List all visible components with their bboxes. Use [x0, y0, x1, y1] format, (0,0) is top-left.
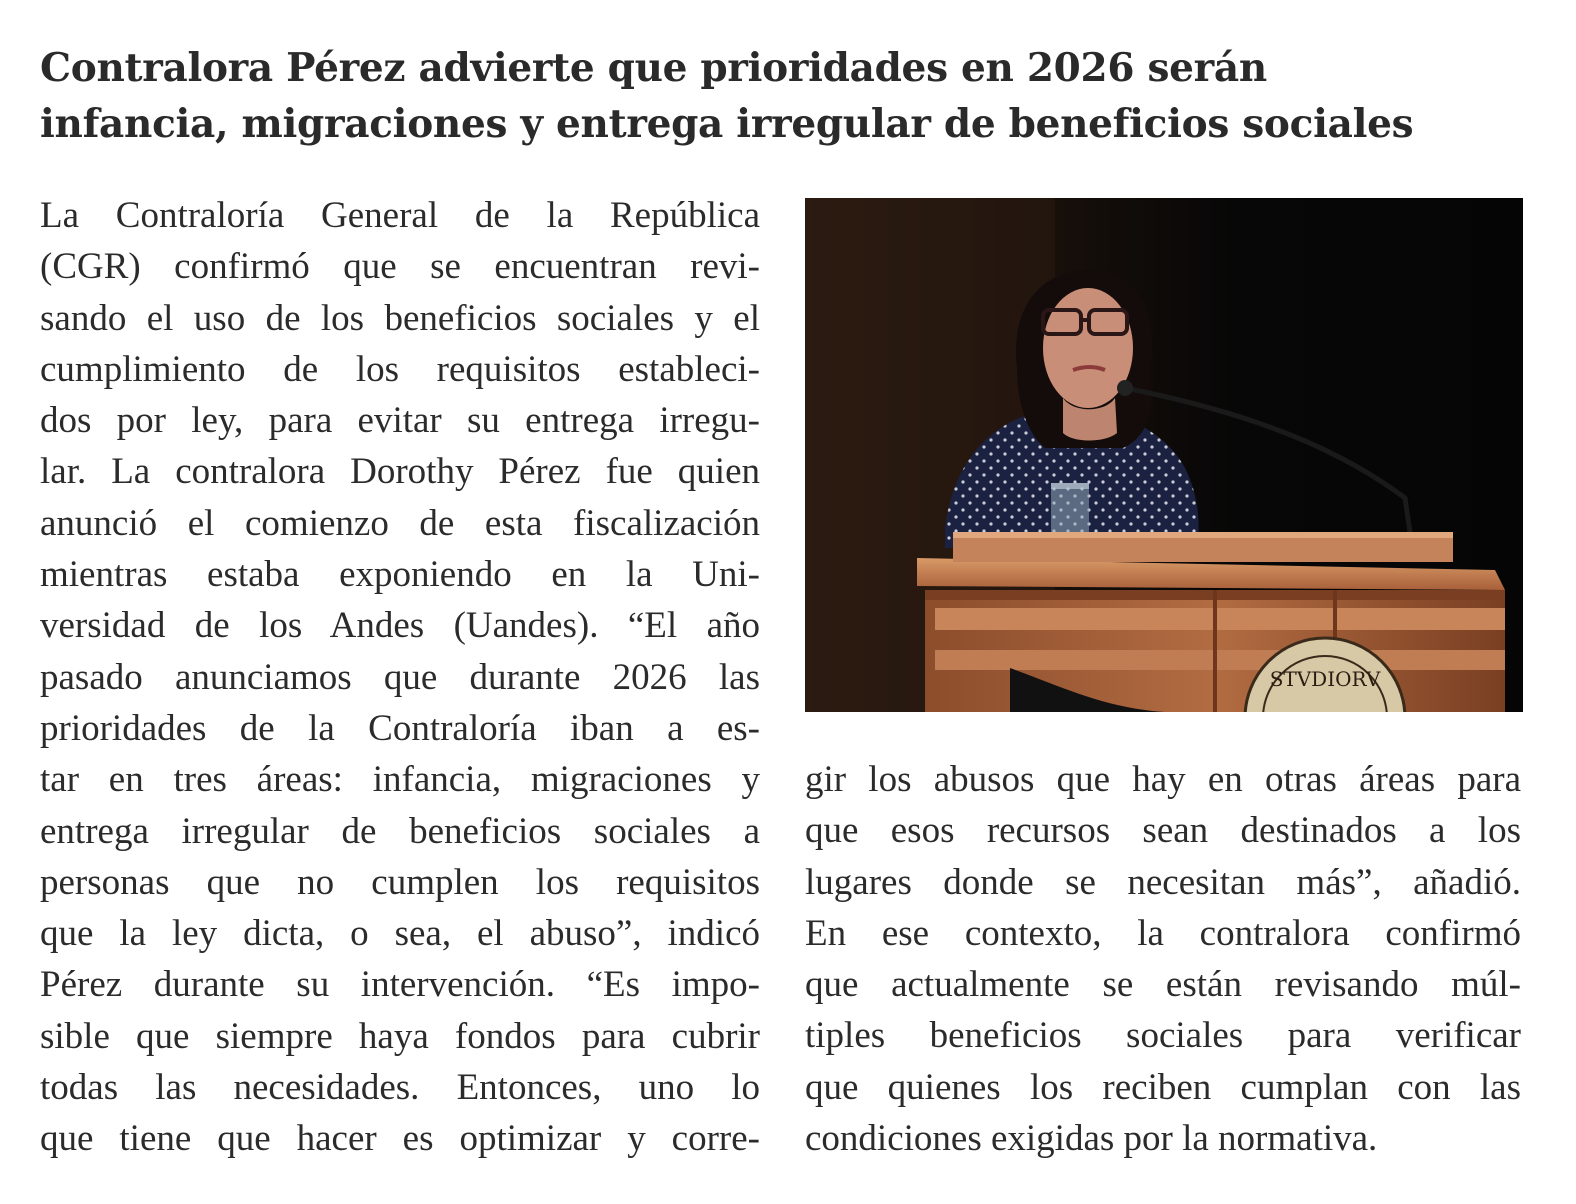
body-line: lar. La contralora Dorothy Pérez fue quien: [40, 451, 760, 493]
body-line: que actualmente se están revisando múl-: [805, 964, 1521, 1006]
body-line: personas que no cumplen los requisitos: [40, 861, 760, 903]
headline-line-2: infancia, migraciones y entrega irregular de beneficios sociales: [40, 101, 1414, 147]
body-line: La Contraloría General de la República: [40, 195, 760, 236]
body-line: que tiene que hacer es optimizar y corre-: [40, 1118, 760, 1160]
body-line: entrega irregular de beneficios sociales a: [40, 810, 760, 852]
speaker-at-podium-illustration: [805, 198, 1523, 712]
body-line: tar en tres áreas: infancia, migraciones y: [40, 759, 760, 801]
body-line: lugares donde se necesitan más”, añadió.: [805, 861, 1521, 903]
body-line: que la ley dicta, o sea, el abuso”, indicó: [40, 913, 760, 955]
body-line: condiciones exigidas por la normativa.: [805, 1118, 1378, 1160]
body-line: sando el uso de los beneficios sociales y el: [40, 297, 760, 339]
body-line: que esos recursos sean destinados a los: [805, 810, 1521, 852]
body-line: Pérez durante su intervención. “Es impo-: [40, 964, 760, 1006]
body-line: prioridades de la Contraloría iban a es-: [40, 707, 760, 749]
body-line: pasado anunciamos que durante 2026 las: [40, 656, 760, 698]
body-line: anunció el comienzo de esta fiscalización: [40, 502, 760, 544]
body-line: sible que siempre haya fondos para cubrir: [40, 1015, 760, 1057]
right-column: [805, 754, 1521, 1164]
seal-text: STVDIORV: [1269, 667, 1381, 691]
body-line: (CGR) confirmó que se encuentran revi-: [40, 246, 760, 288]
article-photo: [805, 198, 1523, 712]
body-line: gir los abusos que hay en otras áreas para: [805, 759, 1521, 800]
body-line: todas las necesidades. Entonces, uno lo: [40, 1067, 760, 1109]
headline-line-1: Contralora Pérez advierte que prioridades en 2026 serán: [40, 45, 1267, 91]
body-line: que quienes los reciben cumplan con las: [805, 1066, 1521, 1108]
body-line: En ese contexto, la contralora confirmó: [805, 912, 1521, 954]
headline: [40, 40, 1540, 152]
body-line: cumplimiento de los requisitos estableci-: [40, 348, 760, 390]
body-line: dos por ley, para evitar su entrega irregu-: [40, 400, 760, 442]
left-column: [40, 190, 760, 1165]
body-line: mientras estaba exponiendo en la Uni-: [40, 554, 760, 596]
body-line: versidad de los Andes (Uandes). “El año: [40, 605, 760, 647]
body-line: tiples beneficios sociales para verificar: [805, 1015, 1521, 1057]
